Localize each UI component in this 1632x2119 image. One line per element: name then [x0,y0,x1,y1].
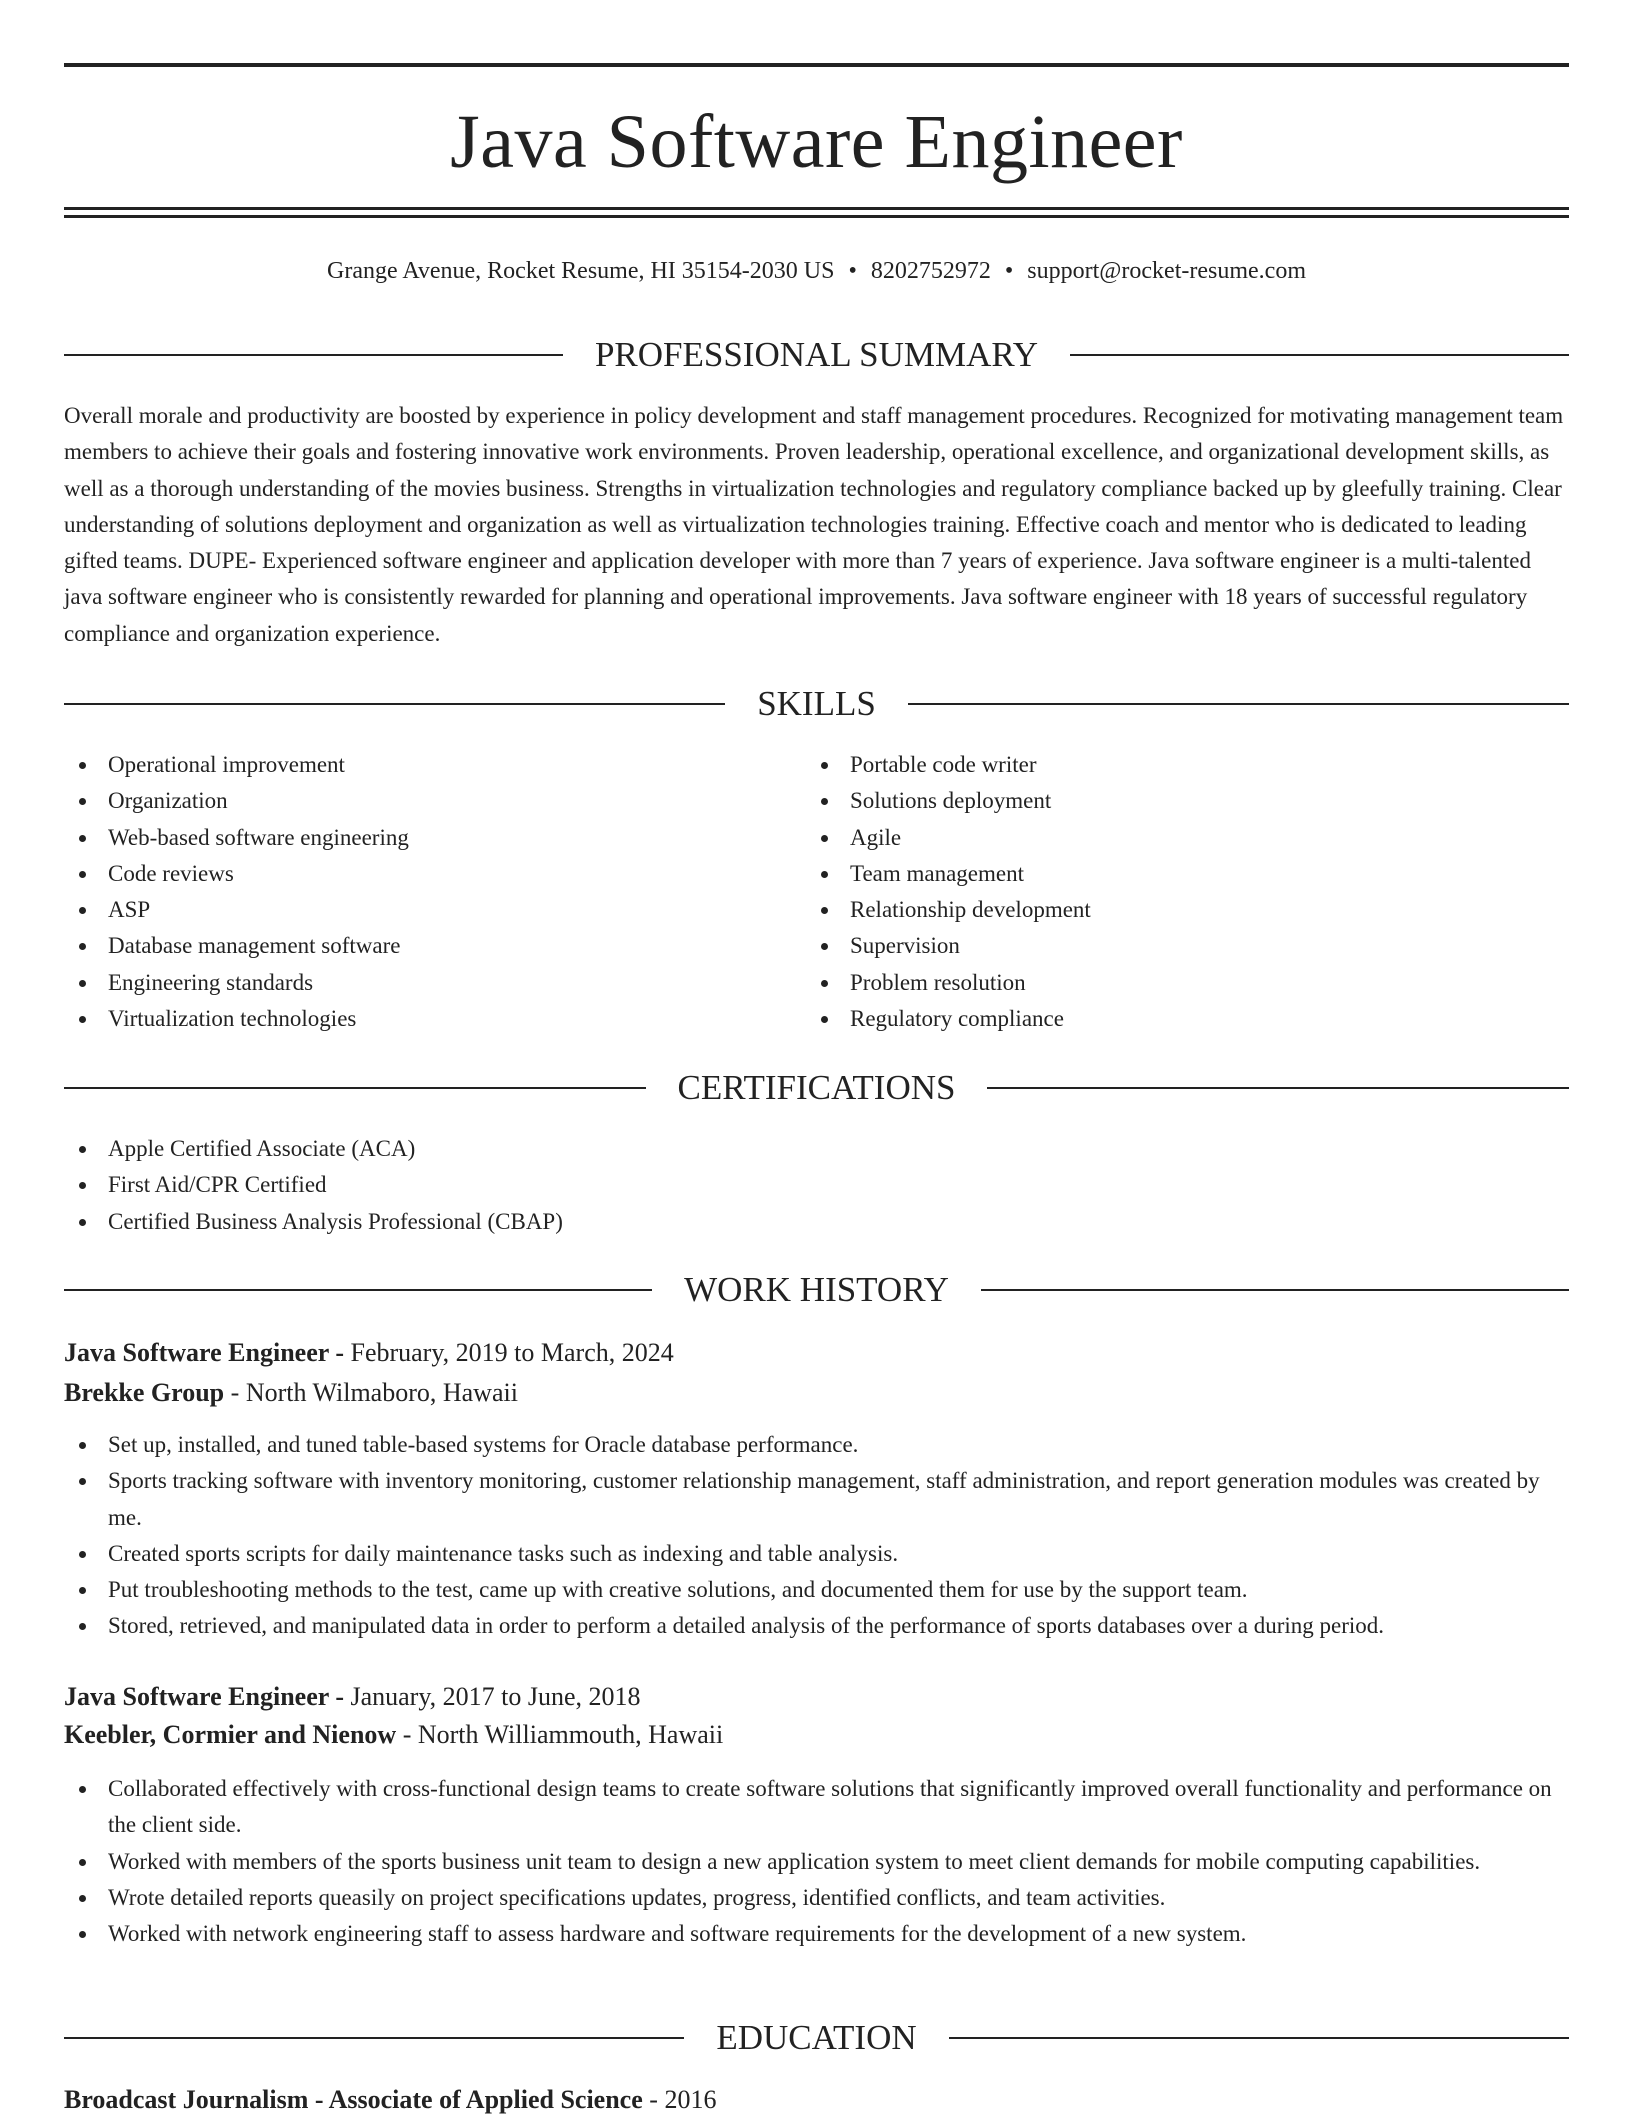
job-title: Java Software Engineer [64,1338,329,1367]
job-bullets [64,1427,1569,1645]
skill-item: Supervision [806,928,1506,964]
top-rule [64,63,1569,67]
skill-item: Operational improvement [64,747,764,783]
job-bullet: Worked with network engineering staff to assess hardware and software requirements for the development of a new system. [64,1916,1569,1952]
section-title: WORK HISTORY [684,1270,949,1309]
heading-rule [949,2037,1569,2039]
job-bullet: Set up, installed, and tuned table-based systems for Oracle database performance. [64,1427,1569,1463]
job-bullets [64,1771,1569,1952]
title-rule-lower [64,215,1569,218]
title-rule-upper [64,207,1569,210]
section-heading-certifications [64,1066,1569,1110]
education-field: Broadcast Journalism [64,2085,309,2114]
skill-item: Team management [806,856,1506,892]
heading-rule [987,1087,1569,1089]
contact-email: support@rocket-resume.com [1027,258,1306,284]
skill-item: Portable code writer [806,747,1506,783]
job-company-line: Brekke Group - North Wilmaboro, Hawaii [64,1378,518,1407]
heading-rule [981,1289,1569,1291]
job-dates: January, 2017 to June, 2018 [350,1682,641,1711]
skill-item: Virtualization technologies [64,1001,764,1037]
job-location: North Wilmaboro, Hawaii [245,1378,518,1407]
job-company: Keebler, Cormier and Nienow [64,1720,397,1749]
job-bullet: Sports tracking software with inventory monitoring, customer relationship management, staff administration, and report generation modules was created by me. [64,1463,1569,1536]
section-title: CERTIFICATIONS [677,1068,956,1107]
job-bullet: Put troubleshooting methods to the test, came up with creative solutions, and documented them for use by the support team. [64,1572,1569,1608]
section-title: EDUCATION [716,2018,917,2057]
section-title: PROFESSIONAL SUMMARY [594,335,1039,374]
skill-item: Agile [806,820,1506,856]
section-title: SKILLS [757,684,876,723]
job-dates: February, 2019 to March, 2024 [350,1338,674,1367]
skill-item: Organization [64,783,764,819]
certification-item: Certified Business Analysis Professional (CBAP) [64,1204,1569,1240]
professional-summary: Overall morale and productivity are boosted by experience in policy development and staff management procedures. Recognized for motivating management team members to achieve their goals and fostering innovative work environments. Proven leadership, operational excellence, and organizational development skills, as well as a thorough understanding of the movies business. Strengths in virtualization technologies and regulatory compliance backed up by gleefully training. Clear understanding of solutions deployment and organization as well as virtualization technologies training. Effective coach and mentor who is dedicated to leading gifted teams. DUPE- Experienced software engineer and application developer with more than 7 years of experience. Java software engineer is a multi-talented java software engineer who is consistently rewarded for planning and operational improvements. Java software engineer with 18 years of successful regulatory compliance and organization experience. [64,403,1564,646]
job-company: Brekke Group [64,1378,225,1407]
skill-item: Regulatory compliance [806,1001,1506,1037]
job-bullet: Wrote detailed reports queasily on project specifications updates, progress, identified conflicts, and team activities. [64,1880,1569,1916]
heading-rule [64,1289,652,1291]
certification-item: First Aid/CPR Certified [64,1167,1569,1203]
contact-line [64,254,1569,288]
skill-item: Code reviews [64,856,764,892]
job-title-line: Java Software Engineer - January, 2017 to June, 2018 [64,1682,641,1711]
education-degree: Associate of Applied Science [328,2085,643,2114]
contact-separator: • [1004,258,1014,284]
section-heading-skills [64,682,1569,726]
heading-rule [64,354,563,356]
heading-rule [1070,354,1569,356]
job-company-line: Keebler, Cormier and Nienow - North Williammouth, Hawaii [64,1720,724,1749]
job-location: North Williammouth, Hawaii [417,1720,724,1749]
job-bullet: Created sports scripts for daily maintenance tasks such as indexing and table analysis. [64,1536,1569,1572]
heading-rule [64,2037,684,2039]
skills-list-right [806,747,1506,1037]
skill-item: Problem resolution [806,965,1506,1001]
job-title: Java Software Engineer [64,1682,329,1711]
skill-item: Database management software [64,928,764,964]
skill-item: Relationship development [806,892,1506,928]
heading-rule [908,703,1569,705]
contact-address: Grange Avenue, Rocket Resume, HI 35154-2030 US [327,258,835,284]
section-heading-work-history [64,1268,1569,1312]
section-heading-education [64,2016,1569,2060]
certifications-list [64,1131,1569,1240]
skill-item: Engineering standards [64,965,764,1001]
job-title-line: Java Software Engineer - February, 2019 to March, 2024 [64,1338,674,1367]
heading-rule [64,1087,646,1089]
resume-title: Java Software Engineer [450,100,1183,184]
section-heading-summary [64,333,1569,377]
certification-item: Apple Certified Associate (ACA) [64,1131,1569,1167]
contact-phone: 8202752972 [870,258,991,284]
contact-separator: • [848,258,857,284]
skill-item: Web-based software engineering [64,820,764,856]
skill-item: Solutions deployment [806,783,1506,819]
heading-rule [64,703,725,705]
education-year: 2016 [664,2085,717,2114]
job-bullet: Stored, retrieved, and manipulated data in order to perform a detailed analysis of the performance of sports databases over a during period. [64,1608,1569,1644]
skill-item: ASP [64,892,764,928]
job-bullet: Collaborated effectively with cross-functional design teams to create software solutions that significantly improved overall functionality and performance on the client side. [64,1771,1569,1844]
job-bullet: Worked with members of the sports business unit team to design a new application system to meet client demands for mobile computing capabilities. [64,1844,1569,1880]
education-entry: Broadcast Journalism - Associate of Applied Science - 2016 [64,2085,717,2114]
skills-list-left [64,747,764,1037]
